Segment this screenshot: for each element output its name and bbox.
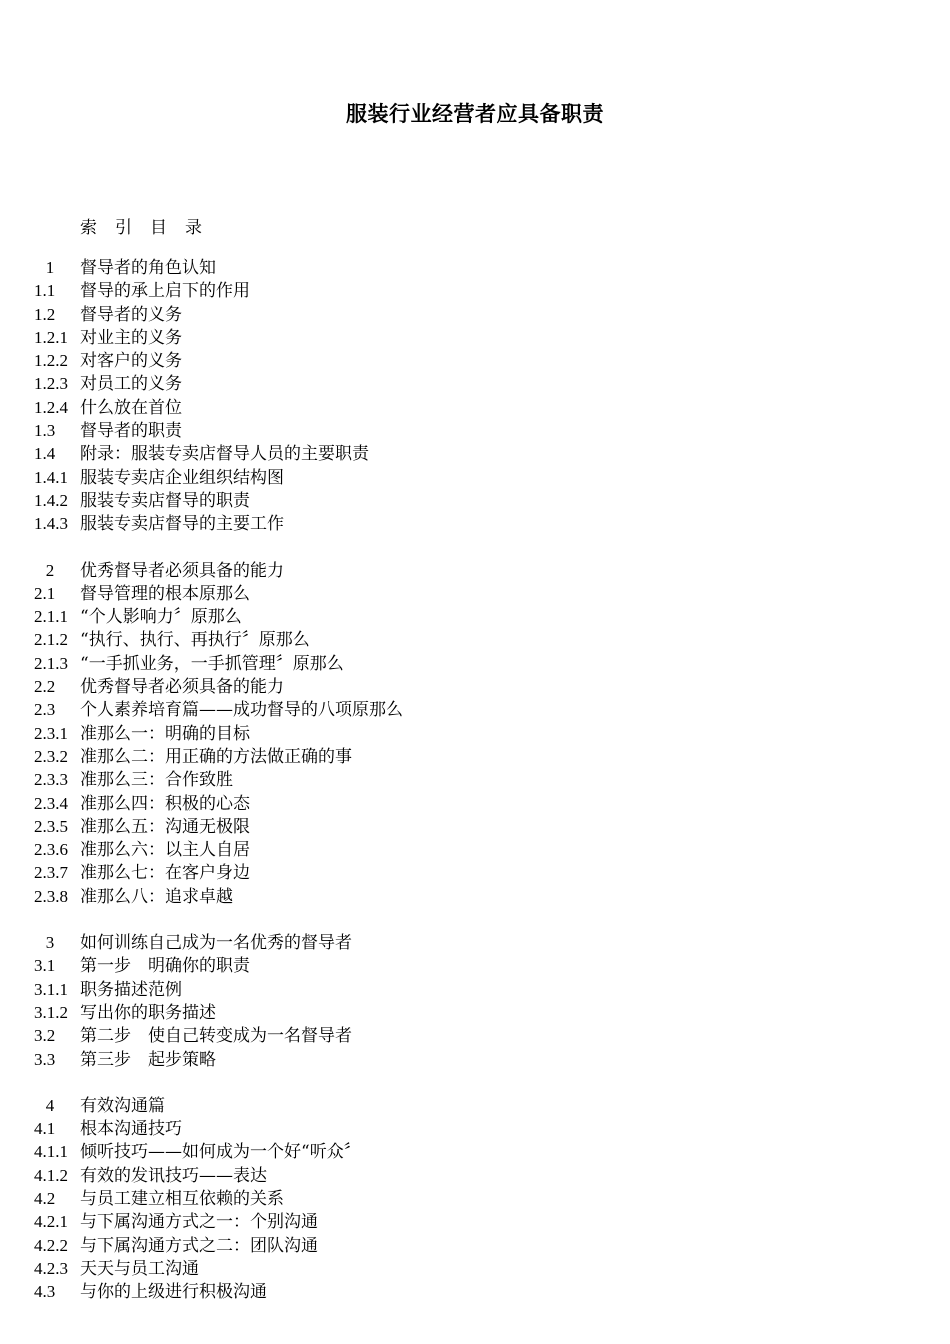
toc-chapter-entry <box>34 1094 914 1117</box>
toc-chapter-entry <box>34 931 914 954</box>
toc-entry <box>34 512 914 535</box>
toc-entry <box>34 1210 914 1233</box>
toc-entry <box>34 1280 914 1303</box>
toc-entry-number: 4.2.1 <box>34 1212 68 1232</box>
toc-entry-text: 倾听技巧——如何成为一个好“听众〞 <box>80 1142 361 1163</box>
toc-entry-text: 准那么八：追求卓越 <box>80 886 233 907</box>
toc-entry-text: 督导者的义务 <box>80 304 182 325</box>
toc-heading: 索引目录 <box>80 218 220 238</box>
toc-entry <box>34 675 914 698</box>
toc-entry-number: 4.3 <box>34 1282 56 1302</box>
toc-entry-number: 3.1 <box>34 956 56 976</box>
toc-entry-number: 4.1.2 <box>34 1165 68 1185</box>
toc-entry-text: 准那么一：明确的目标 <box>80 723 250 744</box>
toc-entry-number: 2.1.2 <box>34 630 68 650</box>
toc-entry-number: 2.3.2 <box>34 746 68 766</box>
toc-entry-number: 3.3 <box>34 1049 56 1069</box>
toc-entry-text: 第一步 明确你的职责 <box>80 956 250 977</box>
toc-entry <box>34 326 914 349</box>
toc-entry-number: 1.2.2 <box>34 351 68 371</box>
toc-entry-text: 准那么七：在客户身边 <box>80 863 250 884</box>
toc-entry-text: 与下属沟通方式之一：个别沟通 <box>80 1212 318 1233</box>
toc-entry-text: 与你的上级进行积极沟通 <box>80 1282 267 1303</box>
toc-entry-number: 4.1 <box>34 1119 56 1139</box>
toc-entry <box>34 1140 914 1163</box>
toc-entry-number: 1 <box>45 258 55 277</box>
table-of-contents <box>34 256 914 1303</box>
toc-entry-text: “一手抓业务，一手抓管理〞原那么 <box>80 653 344 674</box>
toc-entry-text: 天天与员工沟通 <box>80 1258 199 1279</box>
toc-entry-number: 1.4.1 <box>34 467 68 487</box>
toc-entry <box>34 1117 914 1140</box>
toc-entry <box>34 349 914 372</box>
toc-entry <box>34 978 914 1001</box>
toc-entry-text: 督导者的职责 <box>80 421 182 442</box>
toc-entry-number: 2.3.4 <box>34 793 68 813</box>
toc-entry-number: 1.2 <box>34 304 56 324</box>
toc-entry <box>34 396 914 419</box>
toc-entry <box>34 582 914 605</box>
toc-entry-number: 2.1.3 <box>34 653 68 673</box>
toc-entry <box>34 1187 914 1210</box>
toc-entry-number: 3.1.2 <box>34 1002 68 1022</box>
toc-entry-number: 1.3 <box>34 421 56 441</box>
toc-entry-number: 2.1 <box>34 583 56 603</box>
toc-entry-number: 2.3.5 <box>34 816 68 836</box>
toc-chapter-entry <box>34 559 914 582</box>
toc-entry-number: 2.1.1 <box>34 607 68 627</box>
toc-entry-text: 对客户的义务 <box>80 351 182 372</box>
toc-chapter-entry <box>34 256 914 279</box>
toc-entry-text: 写出你的职务描述 <box>80 1002 216 1023</box>
toc-entry-text: 与员工建立相互依赖的关系 <box>80 1188 284 1209</box>
toc-entry-text: 对员工的义务 <box>80 374 182 395</box>
toc-entry-number: 2.2 <box>34 677 56 697</box>
toc-entry-text: 与下属沟通方式之二：团队沟通 <box>80 1235 318 1256</box>
toc-entry-text: 有效的发讯技巧——表达 <box>80 1165 267 1186</box>
toc-entry-number: 4.2.3 <box>34 1258 68 1278</box>
toc-entry-number: 3.2 <box>34 1026 56 1046</box>
toc-entry-number: 2.3.3 <box>34 770 68 790</box>
toc-entry-text: 对业主的义务 <box>80 327 182 348</box>
toc-entry <box>34 605 914 628</box>
toc-entry-text: 准那么三：合作致胜 <box>80 770 233 791</box>
toc-entry-number: 2.3.7 <box>34 863 68 883</box>
toc-entry-text: 督导者的角色认知 <box>80 258 216 278</box>
toc-entry-text: 有效沟通篇 <box>80 1095 165 1116</box>
toc-entry <box>34 792 914 815</box>
toc-entry-text: 优秀督导者必须具备的能力 <box>80 677 284 698</box>
toc-entry-text: 服装专卖店企业组织结构图 <box>80 467 284 488</box>
toc-entry-text: 督导的承上启下的作用 <box>80 281 250 302</box>
toc-entry <box>34 489 914 512</box>
toc-entry-number: 1.2.4 <box>34 397 68 417</box>
toc-entry <box>34 303 914 326</box>
toc-entry-number: 1.2.1 <box>34 327 68 347</box>
toc-entry <box>34 745 914 768</box>
toc-entry <box>34 442 914 465</box>
toc-entry <box>34 628 914 651</box>
toc-entry-text: 第三步 起步策略 <box>80 1049 216 1070</box>
toc-entry <box>34 372 914 395</box>
toc-entry-number: 2.3.6 <box>34 840 68 860</box>
toc-entry-number: 1.1 <box>34 281 56 301</box>
toc-entry-text: 如何训练自己成为一名优秀的督导者 <box>80 933 352 954</box>
toc-entry <box>34 279 914 302</box>
toc-entry-number: 4.1.1 <box>34 1142 68 1162</box>
document-title: 服装行业经营者应具备职责 <box>346 102 604 126</box>
toc-entry-text: 第二步 使自己转变成为一名督导者 <box>80 1026 352 1047</box>
toc-entry-number: 1.2.3 <box>34 374 68 394</box>
toc-entry <box>34 885 914 908</box>
toc-entry <box>34 768 914 791</box>
toc-entry <box>34 815 914 838</box>
toc-entry-number: 4.2.2 <box>34 1235 68 1255</box>
toc-entry <box>34 419 914 442</box>
toc-entry-text: 督导管理的根本原那么 <box>80 583 250 604</box>
toc-entry <box>34 652 914 675</box>
toc-entry-number: 1.4.3 <box>34 514 68 534</box>
toc-entry <box>34 1164 914 1187</box>
toc-entry-text: 附录：服装专卖店督导人员的主要职责 <box>80 444 369 465</box>
toc-entry-text: 职务描述范例 <box>80 979 182 1000</box>
toc-entry <box>34 466 914 489</box>
toc-entry-number: 2 <box>45 560 55 580</box>
toc-entry <box>34 1257 914 1280</box>
toc-entry-text: 准那么六：以主人自居 <box>80 840 250 861</box>
toc-entry <box>34 1048 914 1071</box>
toc-entry-number: 2.3.8 <box>34 886 68 906</box>
toc-entry-text: “执行、执行、再执行〞原那么 <box>80 630 310 651</box>
toc-entry-number: 2.3 <box>34 700 56 720</box>
toc-entry-text: 准那么四：积极的心态 <box>80 793 250 814</box>
toc-entry-text: 个人素养培育篇——成功督导的八项原那么 <box>80 700 403 721</box>
toc-entry-text: “个人影响力〞原那么 <box>80 607 242 628</box>
toc-entry <box>34 838 914 861</box>
toc-entry <box>34 1001 914 1024</box>
toc-entry-number: 3 <box>45 933 55 953</box>
toc-entry-text: 准那么五：沟通无极限 <box>80 816 250 837</box>
toc-entry <box>34 954 914 977</box>
toc-entry-text: 服装专卖店督导的主要工作 <box>80 514 284 535</box>
toc-entry <box>34 861 914 884</box>
toc-entry-text: 根本沟通技巧 <box>80 1119 182 1140</box>
toc-entry <box>34 1234 914 1257</box>
toc-entry-number: 4.2 <box>34 1188 56 1208</box>
toc-entry <box>34 722 914 745</box>
toc-entry <box>34 698 914 721</box>
toc-entry-text: 准那么二：用正确的方法做正确的事 <box>80 746 352 767</box>
toc-entry-text: 优秀督导者必须具备的能力 <box>80 560 284 581</box>
toc-entry-number: 4 <box>45 1095 55 1115</box>
toc-entry <box>34 1024 914 1047</box>
toc-entry-number: 1.4.2 <box>34 490 68 510</box>
toc-entry-number: 2.3.1 <box>34 723 68 743</box>
toc-entry-number: 3.1.1 <box>34 979 68 999</box>
toc-entry-text: 服装专卖店督导的职责 <box>80 490 250 511</box>
toc-entry-number: 1.4 <box>34 444 56 464</box>
toc-entry-text: 什么放在首位 <box>80 397 182 418</box>
